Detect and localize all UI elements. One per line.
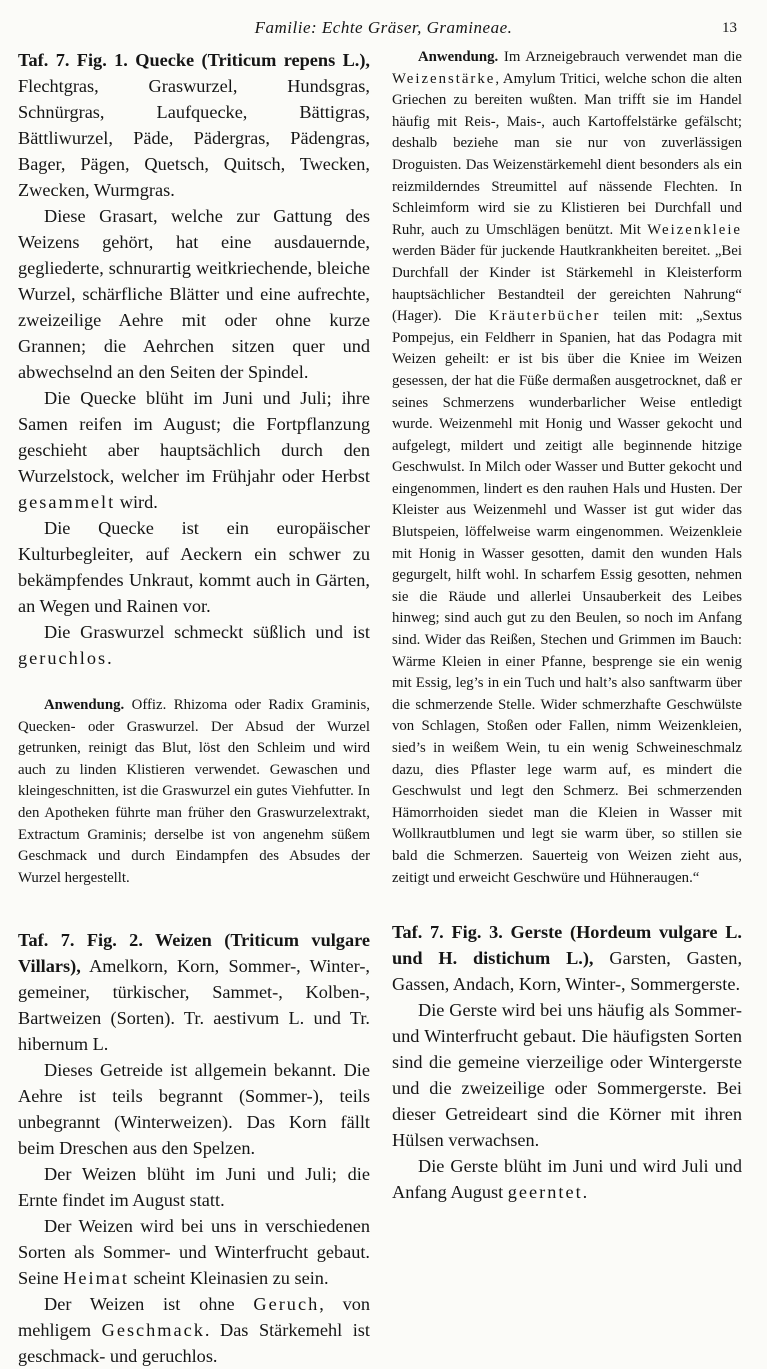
left-column xyxy=(18,47,370,1369)
fig1-flowering-text: Die Quecke blüht im Juni und Juli; ihre Samen reifen im August; die Fortpflanzung geschieht aber hauptsächlich durch den Wurzelstock, welcher im Frühjahr oder Herbst xyxy=(18,388,370,486)
fig2-usage-label: Anwendung. xyxy=(418,49,499,65)
running-title: Familie: Echte Gräser, Gramineae. xyxy=(254,18,513,37)
fig1-flowering xyxy=(18,385,370,515)
fig1-usage-text: Offiz. Rhizoma oder Radix Graminis, Quecken- oder Graswurzel. Der Absud der Wurzel getrunken, reinigt das Blut, löst den Schleim und wird auch zu linden Klistieren verwendet. Gewaschen und kleingeschnitten, ist die Graswurzel ein gutes Viehfutter. In den Apotheken führte man früher den Graswurzelextrakt, Extractum Graminis; derselbe ist von angenehm süßem Geschmack und durch Eindampfen des Absudes der Wurzel hergestellt. xyxy=(18,697,370,886)
page-header xyxy=(0,18,767,42)
fig3-entry xyxy=(392,919,742,997)
fig2-usage-c: werden Bäder für juckende Hautkrankheiten bereitet. „Bei Durchfall der Kinder ist Stärkemehl in Kleisterform hauptsächlicher Bestandteil der gereichten Nahrung“ (Hager). Die xyxy=(392,243,742,325)
fig3-common-names: Garsten, Gasten, Gassen, Andach, Korn, Winter-, Sommergerste. xyxy=(392,948,743,995)
fig1-entry xyxy=(18,47,370,203)
fig2-cultivation-end: scheint Kleinasien zu sein. xyxy=(129,1268,329,1289)
fig2-cultivation-spaced: Heimat xyxy=(63,1268,129,1289)
fig2-properties-spaced2: Geschmack xyxy=(101,1320,205,1341)
fig1-taste-end: . xyxy=(107,648,112,668)
fig3-description: Die Gerste wird bei uns häufig als Sommer- und Winterfrucht gebaut. Die häufigsten Sorten sind die gemeine vierzeilige oder Wintergerste und die zweizeilige oder Sommergerste. Bei dieser Getreideart sind die Körner mit ihren Hülsen verwachsen. xyxy=(392,1000,742,1151)
fig2-properties-c: . Das Stärkemehl ist geschmack- und geruchlos. xyxy=(18,1320,370,1367)
fig2-usage-d: teilen mit: „Sextus Pompejus, ein Feldherr in Spanien, hat das Podagra mit Weizen geheilt: er ist bis über die Kniee im Weizen gesessen, der hat die Füße dermaßen ausgetrocknet, daß er seines Schmerzens wunderbarlicher Weise entledigt wurde. Weizenmehl mit Honig und Wasser gekocht und aufgelegt, mildert und zeitigt alle beginnende hitzige Geschwulst. In Milch oder Wasser und Butter gekocht und eingenommen, lindert es den rauhen Hals und Husten. Der Kleister aus Weizenmehl und Wasser ist gut wider das Blutspeien, löffelweise warm eingenommen. Weizenkleie mit Honig in Wasser gesotten, damit den wunden Hals gegurgelt, hilft wohl. In scharfem Essig gesotten, nehmen sie die Räude und allerlei Unsauberkeit des Leibes hinweg; sind auch gut zu den Beulen, so noch im Anfang sind. Wider das Reißen, Stechen und Grimmen im Bauch: Wärme Kleien in einer Pfanne, besprenge sie ein wenig mit Essig, leg’s in ein Tuch und halt’s also sanftwarm über die schmerzende Stelle. Wider schmerzhafte Geschwülste von Schlagen, Stoßen oder Fallen, nimm Weizenkleien, sied’s in weißem Wein, tu ein wenig Schweineschmalz dazu, dies Pflaster lege warm auf, es mindert die Geschwulst und legt den Schmerz. Bei schmerzenden Hämorrhoiden siedet man die Kleien in Wasser mit Wollkrautblumen und legt sie warm über, so stillen sie bald die Schmerzen. Sauerteig von Weizen zieht aus, zeitigt und erweicht Geschwüre und Hühneraugen.“ xyxy=(392,308,743,886)
fig2-usage-b: , Amylum Tritici, welche schon die alten Griechen zu bereiten wußten. Man trifft sie im Handel häufig mit Reis-, Mais-, auch Kartoffelstärke gefälscht; deshalb beziehe man sie nur von zuverlässigen Droguisten. Das Weizenstärkemehl dient besonders als ein reizmilderndes Streumittel auf nässende Flechten. In Schleimform wird sie zu Klistieren bei Durchfall und Ruhr, auch zu Umschlägen benützt. Mit xyxy=(392,70,742,238)
fig2-usage-spaced1: Weizenstärke xyxy=(392,70,496,87)
fig3-heading: Taf. 7. Fig. 3. Gerste (Hordeum vulgare L. und H. distichum L.), xyxy=(392,922,742,969)
fig2-cultivation-text: Der Weizen wird bei uns in verschiedenen Sorten als Sommer- und Winterfrucht gebaut. Seine xyxy=(18,1216,370,1289)
fig1-heading: Taf. 7. Fig. 1. Quecke (Triticum repens L.), xyxy=(18,50,370,70)
fig1-flowering-end: wird. xyxy=(115,492,158,512)
fig2-usage-spaced2: Weizenkleie xyxy=(647,221,742,238)
fig2-properties-spaced1: Geruch xyxy=(253,1294,320,1315)
right-column xyxy=(392,47,742,1205)
fig2-description: Dieses Getreide ist allgemein bekannt. Die Aehre ist teils begrannt (Sommer-), teils unbegrannt (Winterweizen). Das Korn fällt beim Dreschen aus den Spelzen. xyxy=(18,1060,370,1159)
fig1-usage-label: Anwendung. xyxy=(44,697,125,713)
fig2-heading: Taf. 7. Fig. 2. Weizen (Triticum vulgare Villars), xyxy=(18,930,370,977)
fig1-taste-text: Die Graswurzel schmeckt süßlich und ist xyxy=(44,622,370,642)
fig1-taste-spaced: geruchlos xyxy=(18,648,108,668)
fig1-common-names: Flechtgras, Graswurzel, Hundsgras, Schnürgras, Laufquecke, Bättigras, Bättliwurzel, Päde, Pädergras, Pädengras, Bager, Pägen, Quetsch, Quitsch, Twecken, Zwecken, Wurmgras. xyxy=(18,76,370,200)
fig2-usage-a: Im Arzneigebrauch verwendet man die xyxy=(498,49,742,65)
fig2-properties-a: Der Weizen ist ohne xyxy=(44,1294,254,1315)
fig2-flowering: Der Weizen blüht im Juni und Juli; die Ernte findet im August statt. xyxy=(18,1164,370,1211)
fig3-flowering-text: Die Gerste blüht im Juni und wird Juli und Anfang August xyxy=(392,1156,742,1203)
fig2-cultivation xyxy=(18,1213,370,1291)
fig2-usage xyxy=(392,47,742,889)
page-number: 13 xyxy=(722,20,737,36)
fig1-distribution: Die Quecke ist ein europäischer Kulturbegleiter, auf Aeckern ein schwer zu bekämpfendes Unkraut, kommt auch in Gärten, an Wegen und Rainen vor. xyxy=(18,518,370,616)
fig2-properties xyxy=(18,1291,370,1369)
fig1-usage xyxy=(18,695,370,889)
fig1-taste xyxy=(18,619,370,671)
fig3-flowering-end: . xyxy=(582,1182,588,1203)
fig2-properties-b: , von mehligem xyxy=(18,1294,371,1341)
fig3-flowering-spaced: geerntet xyxy=(507,1182,583,1203)
fig2-entry xyxy=(18,927,370,1057)
fig1-description: Diese Grasart, welche zur Gattung des Weizens gehört, hat eine ausdauernde, gegliederte, schnurartig weitkriechende, bleiche Wurzel, schärfliche Blätter und eine aufrechte, zweizeilige Aehre mit oder ohne kurze Grannen; die Aehrchen sitzen quer und abwechselnd an den Seiten der Spindel. xyxy=(18,206,370,382)
fig3-flowering xyxy=(392,1153,742,1205)
fig1-flowering-spaced: gesammelt xyxy=(18,492,116,512)
fig2-common-names: Amelkorn, Korn, Sommer-, Winter-, gemeiner, türkischer, Sammet-, Kolben-, Bartweizen (Sorten). Tr. aestivum L. und Tr. hibernum L. xyxy=(18,956,370,1055)
fig2-usage-spaced3: Kräuterbücher xyxy=(488,308,601,325)
